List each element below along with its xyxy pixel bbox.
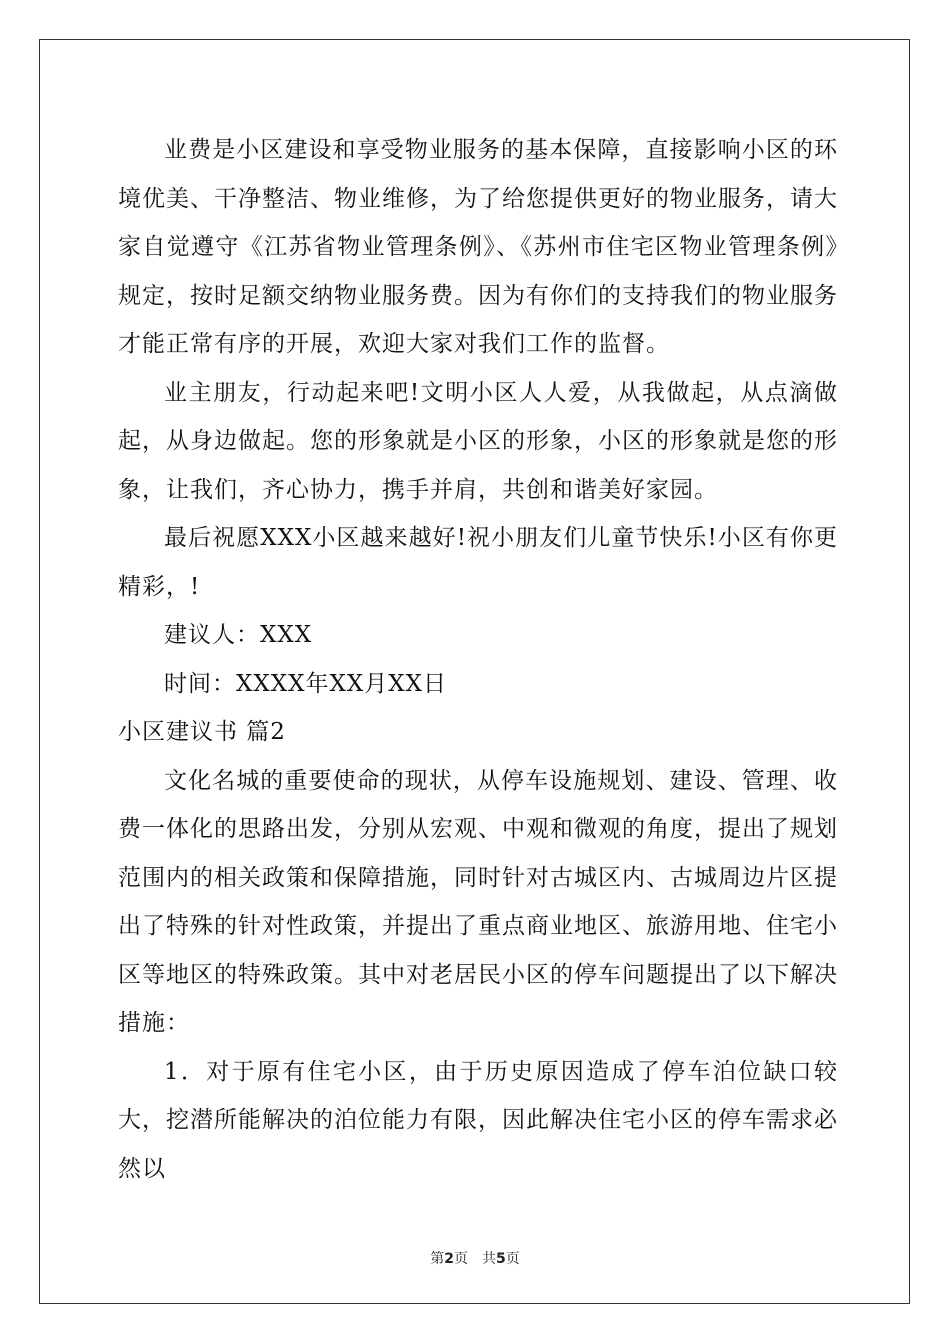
footer-suffix: 页 (505, 1251, 520, 1267)
document-body (118, 126, 838, 1193)
footer-total-pages: 5 (496, 1251, 506, 1267)
paragraph-fee: 业费是小区建设和享受物业服务的基本保障，直接影响小区的环境优美、干净整洁、物业维修，为了给您提供更好的物业服务，请大家自觉遵守《江苏省物业管理条例》、《苏州市住宅区物业管理条例》规定，按时足额交纳物业服务费。因为有你们的支持我们的物业服务才能正常有序的开展，欢迎大家对我们工作的监督。 (118, 137, 838, 357)
section-heading: 小区建议书 篇2 (118, 719, 286, 745)
footer-prefix: 第 (430, 1251, 445, 1267)
footer-mid: 页 共 (454, 1251, 496, 1267)
date-line: 时间：XXXX年XX月XX日 (164, 670, 447, 697)
paragraph-owners: 业主朋友，行动起来吧!文明小区人人爱，从我做起，从点滴做起，从身边做起。您的形象就是小区的形象，小区的形象就是您的形象，让我们，齐心协力，携手并肩，共创和谐美好家园。 (118, 379, 838, 503)
paragraph-parking-policy: 文化名城的重要使命的现状，从停车设施规划、建设、管理、收费一体化的思路出发，分别从宏观、中观和微观的角度，提出了规划范围内的相关政策和保障措施，同时针对古城区内、古城周边片区提出了特殊的针对性政策，并提出了重点商业地区、旅游用地、住宅小区等地区的特殊政策。其中对老居民小区的停车问题提出了以下解决措施： (118, 767, 838, 1036)
proposer-line: 建议人：XXX (164, 622, 313, 648)
paragraph-measure-1: 1．对于原有住宅小区，由于历史原因造成了停车泊位缺口较大，挖潜所能解决的泊位能力有限，因此解决住宅小区的停车需求必然以 (118, 1058, 838, 1182)
page-footer (0, 1248, 950, 1268)
paragraph-wishes: 最后祝愿XXX小区越来越好!祝小朋友们儿童节快乐!小区有你更精彩，! (118, 525, 838, 600)
footer-current-page: 2 (444, 1251, 454, 1267)
